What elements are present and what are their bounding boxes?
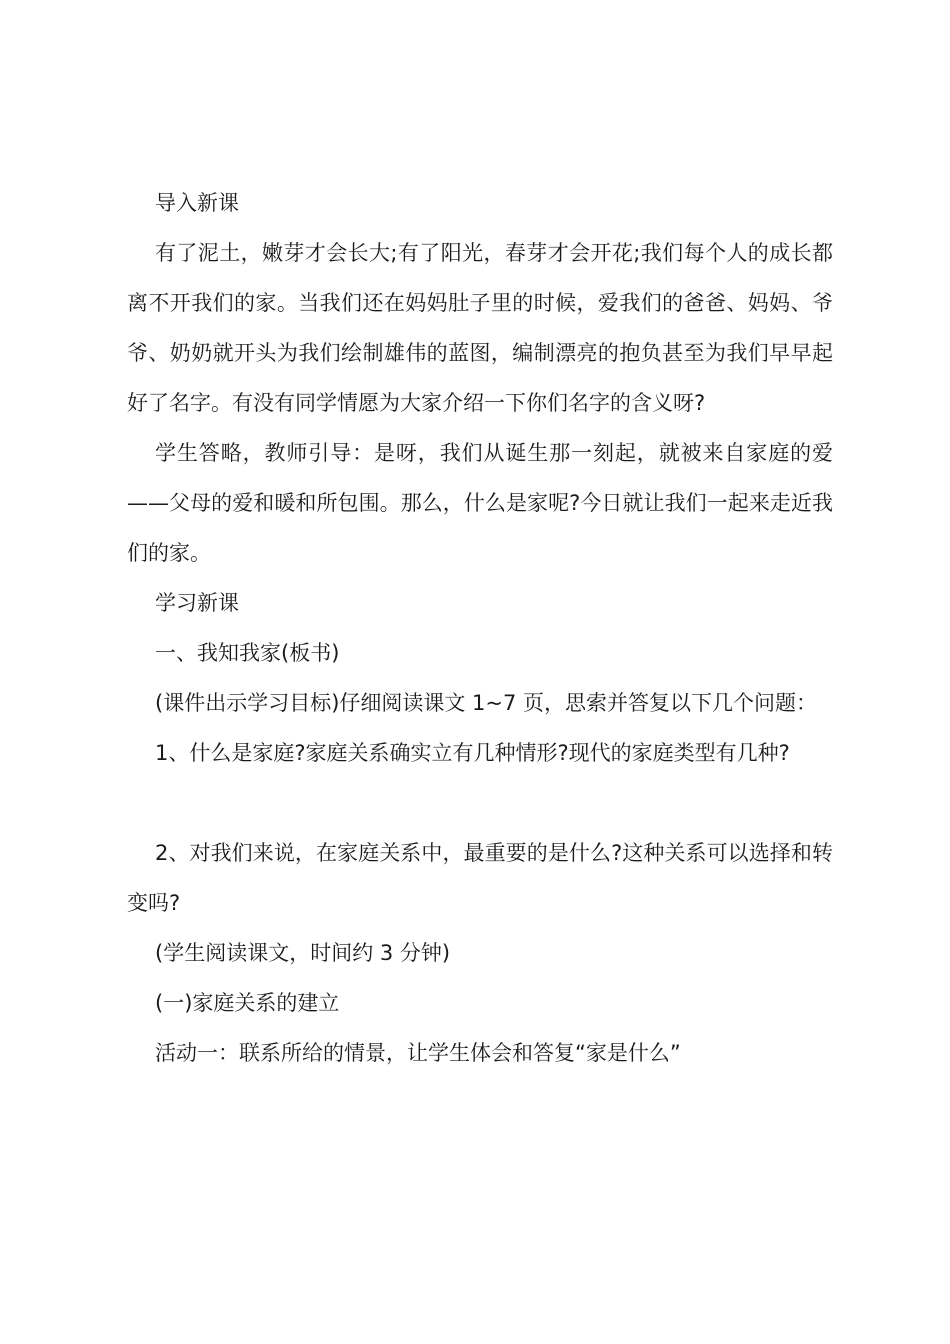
paragraph-student-answer: 学生答略，教师引导：是呀，我们从诞生那一刻起，就被来自家庭的爱——父母的爱和暖和所包围。那么，什么是家呢?今日就让我们一起来走近我们的家。 [127, 441, 833, 565]
heading-learn-lesson: 学习新课 [155, 591, 239, 615]
heading-introduce-lesson: 导入新课 [155, 191, 239, 215]
section-title-know-my-home: 一、我知我家(板书) [155, 641, 340, 665]
document-body [127, 178, 833, 1078]
reading-time-note: (学生阅读课文，时间约 3 分钟) [155, 941, 451, 965]
paragraph-intro: 有了泥土，嫩芽才会长大;有了阳光，春芽才会开花;我们每个人的成长都离不开我们的家。当我们还在妈妈肚子里的时候，爱我们的爸爸、妈妈、爷爷、奶奶就开头为我们绘制雄伟的蓝图，编制漂亮的抱负甚至为我们早早起好了名字。有没有同学情愿为大家介绍一下你们名字的含义呀? [127, 241, 833, 415]
subsection-family-relations: (一)家庭关系的建立 [155, 991, 340, 1015]
activity-one: 活动一：联系所给的情景，让学生体会和答复“家是什么” [155, 1041, 681, 1065]
paragraph-courseware-goals: (课件出示学习目标)仔细阅读课文 1~7 页，思索并答复以下几个问题： [155, 691, 818, 715]
blank-line [127, 778, 833, 828]
question-2: 2、对我们来说，在家庭关系中，最重要的是什么?这种关系可以选择和转变吗? [127, 841, 833, 915]
question-1: 1、什么是家庭?家庭关系确实立有几种情形?现代的家庭类型有几种? [155, 741, 790, 765]
